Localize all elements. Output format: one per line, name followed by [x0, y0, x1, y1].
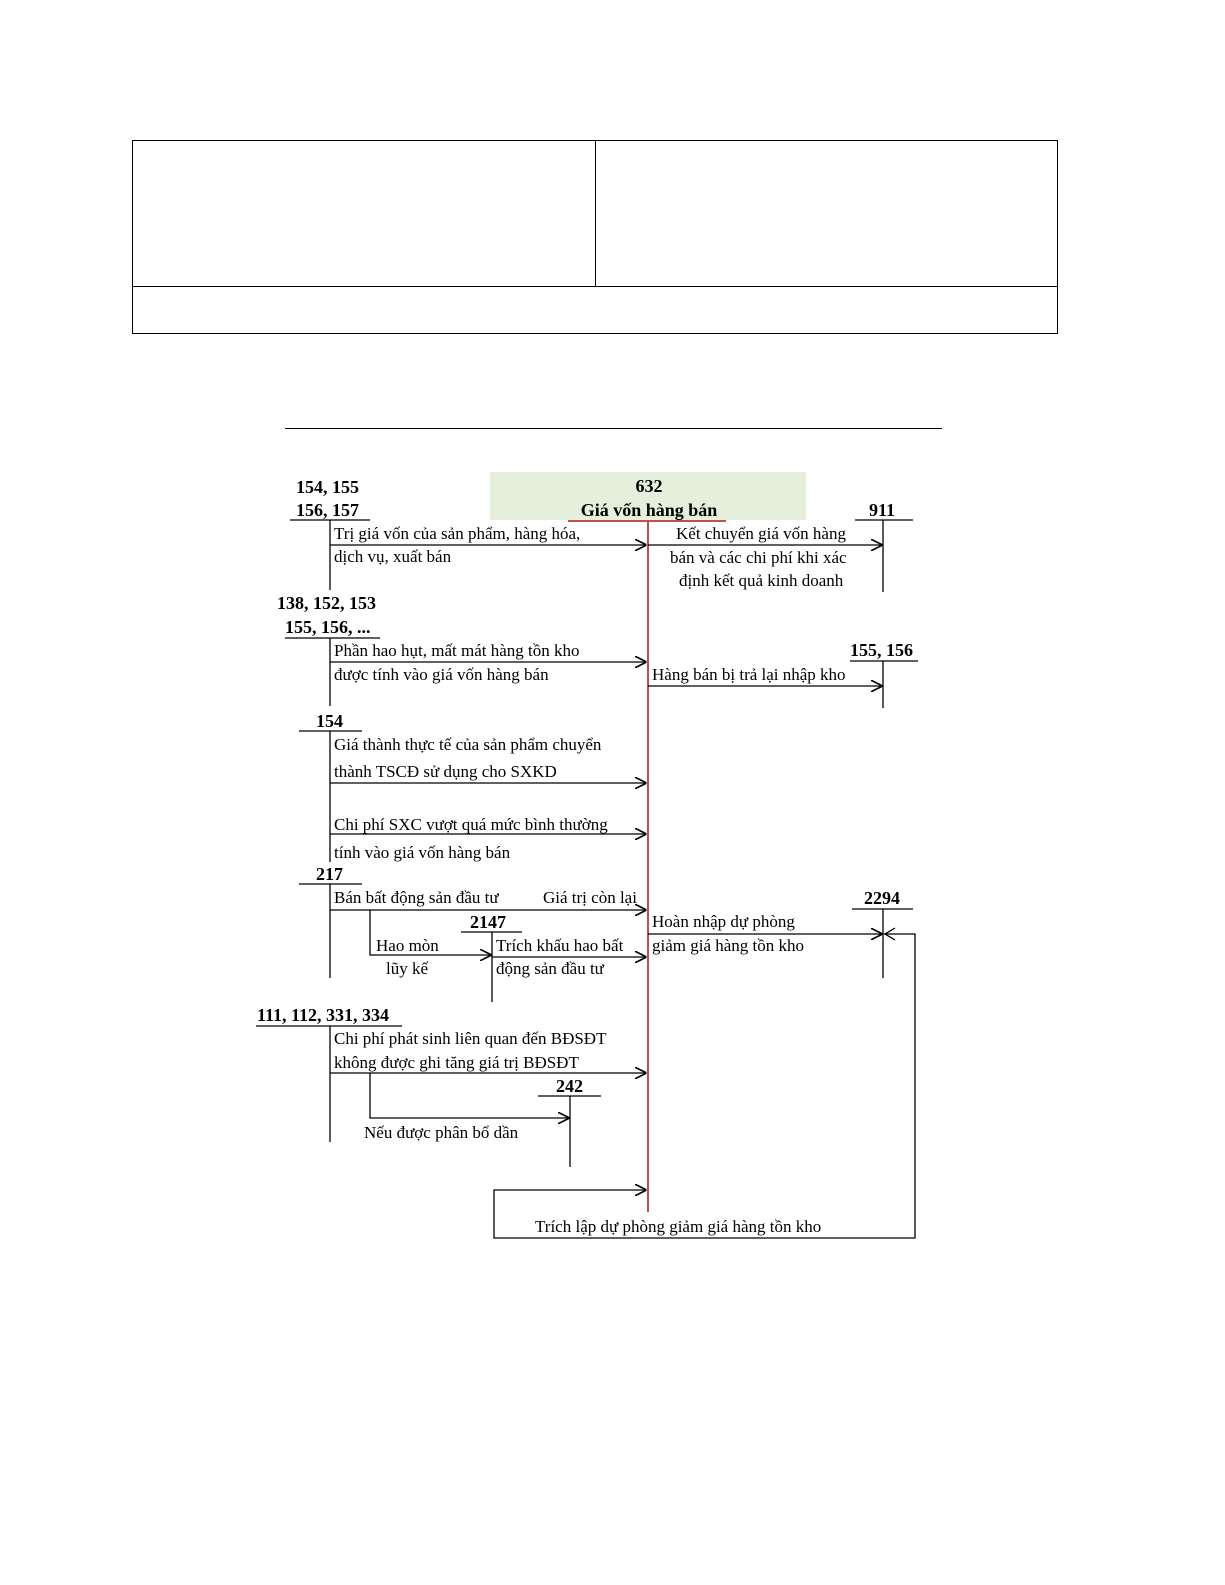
- account-632-code: 632: [635, 476, 663, 496]
- label-gia-tri-con-lai: Giá trị còn lại: [543, 888, 637, 907]
- label-sxc-line1: Chi phí SXC vượt quá mức bình thường: [334, 815, 608, 834]
- label-hao-hut-line2: được tính vào giá vốn hàng bán: [334, 665, 549, 684]
- label-hoan-nhap-line1: Hoàn nhập dự phòng: [652, 912, 795, 931]
- label-phan-bo: Nếu được phân bổ dần: [364, 1123, 519, 1142]
- label-chi-phi-bds-line2: không được ghi tăng giá trị BĐSĐT: [334, 1053, 579, 1072]
- account-155-156-label: 155, 156: [850, 640, 913, 660]
- account-154-155-label: 154, 155: [296, 477, 359, 497]
- label-sxc-line2: tính vào giá vốn hàng bán: [334, 843, 511, 862]
- label-ket-chuyen-line2: bán và các chi phí khi xác: [670, 548, 847, 567]
- label-ket-chuyen-line1: Kết chuyển giá vốn hàng: [676, 524, 846, 543]
- account-217-label: 217: [316, 864, 343, 884]
- label-hao-mon-line1: Hao mòn: [376, 936, 439, 955]
- account-138-label-line2: 155, 156, ...: [285, 617, 371, 637]
- label-chi-phi-bds-line1: Chi phí phát sinh liên quan đến BĐSĐT: [334, 1029, 607, 1048]
- label-trich-khau-line1: Trích khấu hao bất: [496, 936, 624, 955]
- account-911-label: 911: [869, 500, 896, 520]
- label-hao-hut-line1: Phần hao hụt, mất mát hàng tồn kho: [334, 641, 580, 660]
- label-tri-gia-line1: Trị giá vốn của sản phẩm, hàng hóa,: [334, 524, 581, 543]
- label-hao-mon-line2: lũy kế: [386, 959, 429, 978]
- label-tra-lai: Hàng bán bị trả lại nhập kho: [652, 665, 846, 684]
- label-ket-chuyen-line3: định kết quả kinh doanh: [679, 571, 844, 590]
- account-156-157-label: 156, 157: [296, 500, 359, 520]
- label-ban-bds: Bán bất động sản đầu tư: [334, 888, 499, 907]
- account-2147-label: 2147: [470, 912, 506, 932]
- account-2294-label: 2294: [864, 888, 900, 908]
- label-trich-khau-line2: động sản đầu tư: [496, 959, 604, 978]
- account-242-label: 242: [556, 1076, 583, 1096]
- account-632-name: Giá vốn hàng bán: [580, 500, 718, 520]
- account-111-label: 111, 112, 331, 334: [257, 1005, 390, 1025]
- label-gia-thanh-line2: thành TSCĐ sử dụng cho SXKD: [334, 762, 557, 781]
- label-gia-thanh-line1: Giá thành thực tế của sản phẩm chuyển: [334, 735, 602, 754]
- account-154-label: 154: [316, 711, 343, 731]
- label-tri-gia-line2: dịch vụ, xuất bán: [334, 547, 452, 566]
- label-hoan-nhap-line2: giảm giá hàng tồn kho: [652, 936, 805, 955]
- label-trich-lap: Trích lập dự phòng giảm giá hàng tồn kho: [535, 1217, 822, 1236]
- account-138-label-line1: 138, 152, 153: [277, 593, 376, 613]
